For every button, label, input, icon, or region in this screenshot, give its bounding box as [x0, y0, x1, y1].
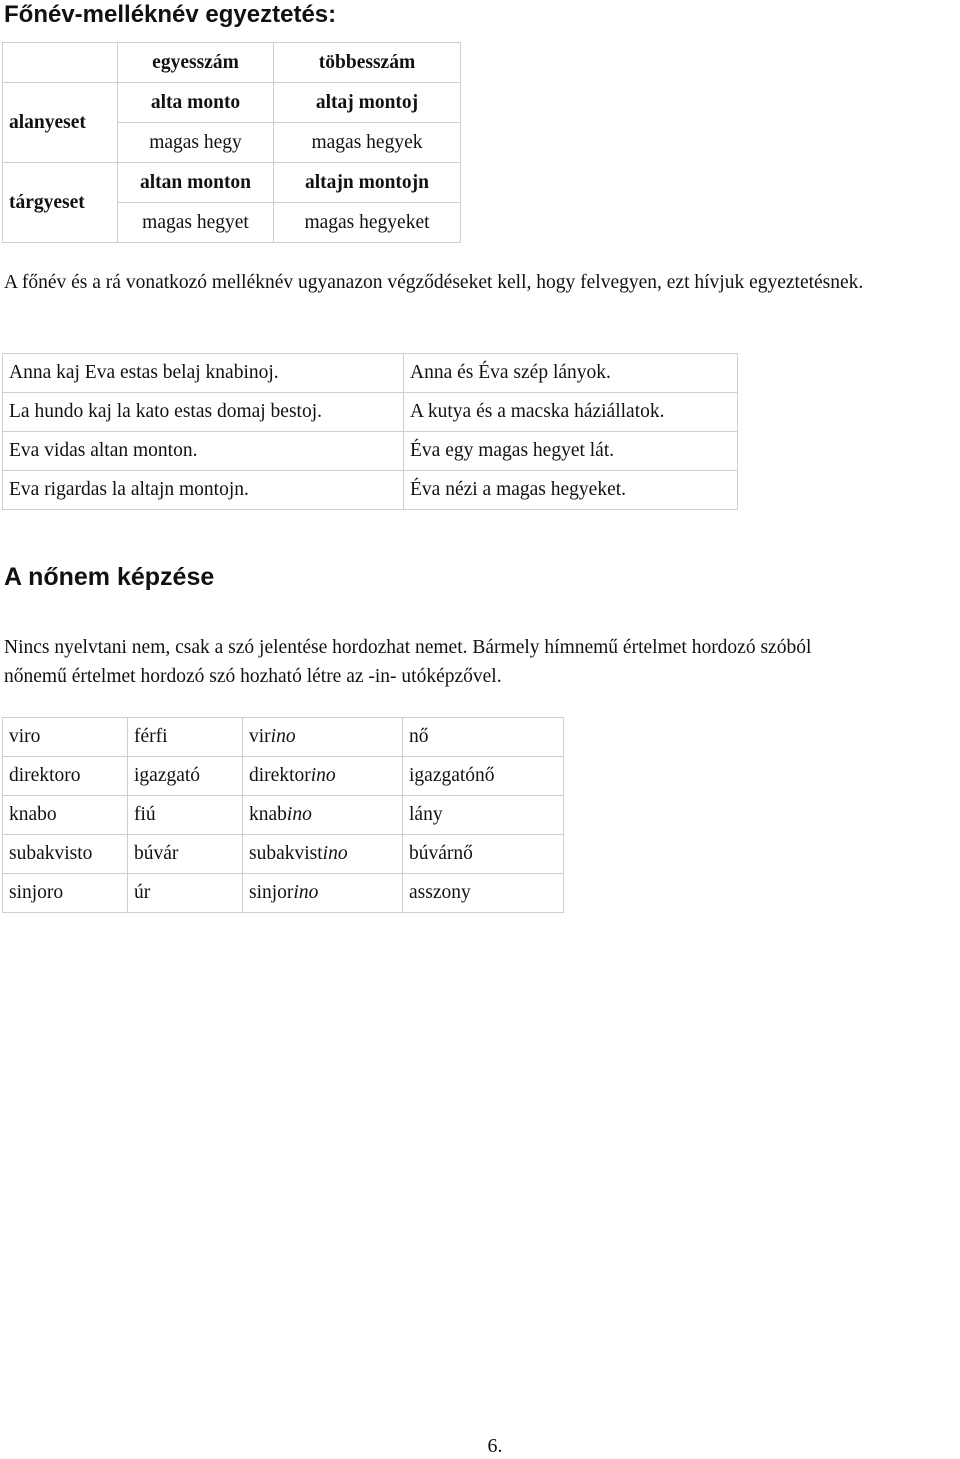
feminine-explanation — [4, 633, 960, 691]
table-cell: altajn montojn — [274, 163, 461, 203]
feminine-esperanto — [243, 796, 403, 835]
masculine-hungarian: búvár — [128, 835, 243, 874]
feminine-hungarian: lány — [403, 796, 564, 835]
table-row — [3, 83, 461, 123]
feminine-hungarian: búvárnő — [403, 835, 564, 874]
feminine-suffix: ino — [293, 882, 319, 903]
column-header-plural: többesszám — [274, 43, 461, 83]
masculine-hungarian: úr — [128, 874, 243, 913]
table-cell: altaj montoj — [274, 83, 461, 123]
feminine-suffix: ino — [322, 843, 348, 864]
feminine-explanation-line: nőnemű értelmet hordozó szó hozható létre az -in- utóképzővel. — [4, 666, 502, 687]
table-cell: magas hegyeket — [274, 203, 461, 243]
feminine-suffix: ino — [286, 804, 312, 825]
feminine-suffix: ino — [270, 726, 296, 747]
esperanto-sentence: Anna kaj Eva estas belaj knabinoj. — [3, 354, 404, 393]
table-corner-cell — [3, 43, 118, 83]
page-number: 6. — [487, 1435, 503, 1457]
word-stem: sinjor — [249, 882, 294, 903]
masculine-esperanto: sinjoro — [3, 874, 128, 913]
feminine-hungarian: igazgatónő — [403, 757, 564, 796]
table-cell: magas hegyek — [274, 123, 461, 163]
feminine-explanation-line: Nincs nyelvtani nem, csak a szó jelentése hordozhat nemet. Bármely hímnemű értelmet hordozó szóból — [4, 637, 812, 658]
table-row — [3, 432, 738, 471]
esperanto-sentence: Eva vidas altan monton. — [3, 432, 404, 471]
section-title-feminine: A nőnem képzése — [4, 563, 215, 591]
feminine-words-table — [2, 717, 564, 913]
section-title-agreement: Főnév-melléknév egyeztetés: — [4, 1, 337, 28]
esperanto-sentence: La hundo kaj la kato estas domaj bestoj. — [3, 393, 404, 432]
masculine-esperanto: subakvisto — [3, 835, 128, 874]
esperanto-sentence: Eva rigardas la altajn montojn. — [3, 471, 404, 510]
word-stem: knab — [249, 804, 287, 825]
hungarian-sentence: A kutya és a macska háziállatok. — [404, 393, 738, 432]
table-row — [3, 835, 564, 874]
agreement-table — [2, 42, 461, 243]
masculine-esperanto: direktoro — [3, 757, 128, 796]
masculine-esperanto: knabo — [3, 796, 128, 835]
table-row — [3, 163, 461, 203]
hungarian-sentence: Éva egy magas hegyet lát. — [404, 432, 738, 471]
case-label-accusative: tárgyeset — [3, 163, 118, 243]
hungarian-sentence: Éva nézi a magas hegyeket. — [404, 471, 738, 510]
masculine-hungarian: igazgató — [128, 757, 243, 796]
masculine-hungarian: férfi — [128, 718, 243, 757]
table-row — [3, 874, 564, 913]
word-stem: vir — [249, 726, 271, 747]
feminine-esperanto — [243, 718, 403, 757]
word-stem: subakvist — [249, 843, 323, 864]
table-row — [3, 393, 738, 432]
feminine-esperanto — [243, 874, 403, 913]
agreement-explanation: A főnév és a rá vonatkozó melléknév ugyanazon végződéseket kell, hogy felvegyen, ezt hívjuk egyeztetésnek. — [4, 272, 864, 293]
table-row — [3, 354, 738, 393]
word-stem: direktor — [249, 765, 311, 786]
table-cell: magas hegy — [118, 123, 274, 163]
hungarian-sentence: Anna és Éva szép lányok. — [404, 354, 738, 393]
table-row — [3, 718, 564, 757]
masculine-hungarian: fiú — [128, 796, 243, 835]
column-header-singular: egyesszám — [118, 43, 274, 83]
table-header-row — [3, 43, 461, 83]
feminine-hungarian: nő — [403, 718, 564, 757]
table-cell: alta monto — [118, 83, 274, 123]
table-cell: altan monton — [118, 163, 274, 203]
feminine-hungarian: asszony — [403, 874, 564, 913]
feminine-suffix: ino — [310, 765, 336, 786]
table-row — [3, 796, 564, 835]
feminine-esperanto — [243, 835, 403, 874]
case-label-nominative: alanyeset — [3, 83, 118, 163]
table-cell: magas hegyet — [118, 203, 274, 243]
feminine-esperanto — [243, 757, 403, 796]
table-row — [3, 757, 564, 796]
table-row — [3, 471, 738, 510]
example-sentences-table — [2, 353, 738, 510]
masculine-esperanto: viro — [3, 718, 128, 757]
